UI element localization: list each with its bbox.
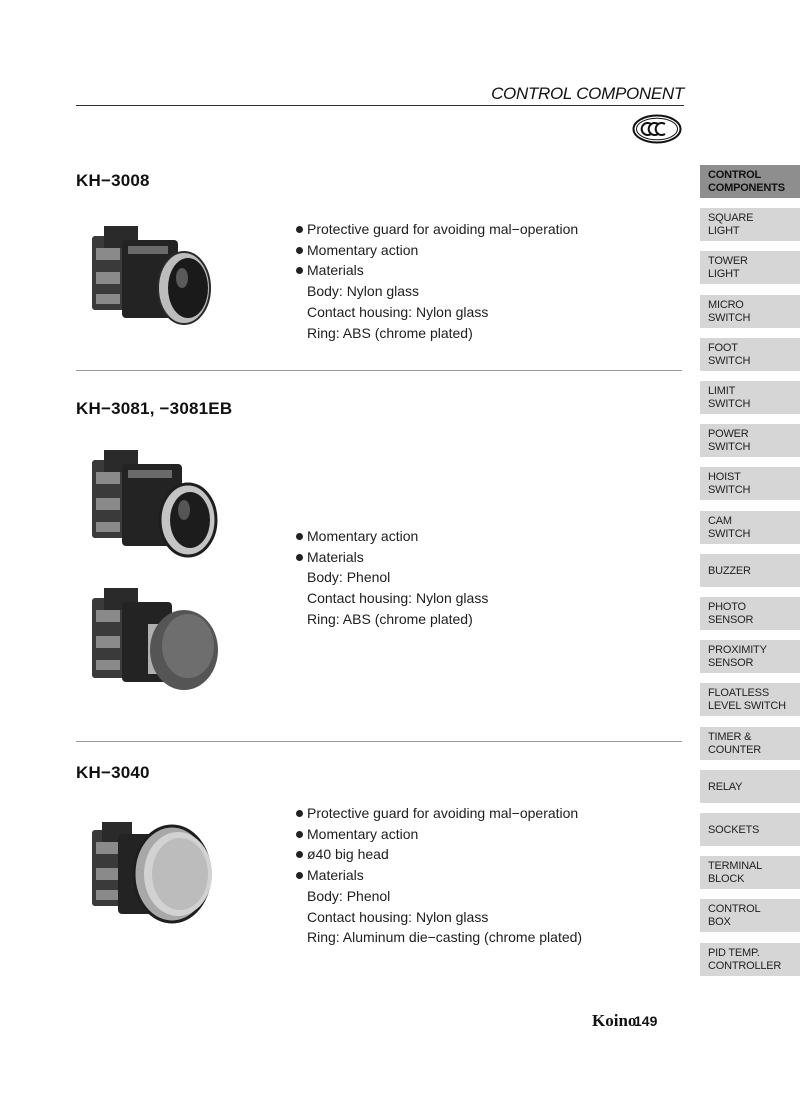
sidebar-item-sockets[interactable]: SOCKETS bbox=[700, 813, 800, 847]
sidebar-item-buzzer[interactable]: BUZZER bbox=[700, 554, 800, 588]
sidebar-item-terminal-block[interactable]: TERMINAL BLOCK bbox=[700, 856, 800, 890]
sidebar-item-tower-light[interactable]: TOWER LIGHT bbox=[700, 251, 800, 285]
section-divider bbox=[76, 741, 682, 742]
bullet-icon bbox=[296, 831, 303, 838]
material-detail: Ring: Aluminum die−casting (chrome plated) bbox=[307, 929, 583, 946]
feature-list-kh3008 bbox=[296, 219, 578, 343]
sidebar-item-foot-switch[interactable]: FOOT SWITCH bbox=[700, 338, 800, 372]
sidebar-item-square-light[interactable]: SQUARE LIGHT bbox=[700, 208, 800, 242]
pushbutton-kh3008-image bbox=[84, 218, 224, 333]
feature-item: Materials bbox=[296, 260, 578, 281]
sidebar-item-power-switch[interactable]: POWER SWITCH bbox=[700, 424, 800, 458]
section-divider bbox=[76, 370, 682, 371]
sidebar-item-floatless-level-switch[interactable]: FLOATLESS LEVEL SWITCH bbox=[700, 683, 800, 717]
bullet-icon bbox=[296, 872, 303, 879]
material-detail: Body: Phenol bbox=[307, 887, 391, 904]
feature-item: Momentary action bbox=[296, 240, 578, 261]
material-detail: Body: Nylon glass bbox=[307, 283, 420, 300]
bullet-icon bbox=[296, 533, 303, 540]
ccc-certification-icon bbox=[632, 114, 682, 144]
pushbutton-kh3081-image bbox=[84, 444, 224, 562]
material-detail: Contact housing: Nylon glass bbox=[307, 590, 489, 607]
sidebar-item-limit-switch[interactable]: LIMIT SWITCH bbox=[700, 381, 800, 415]
sidebar-item-photo-sensor[interactable]: PHOTO SENSOR bbox=[700, 597, 800, 631]
sidebar-item-cam-switch[interactable]: CAM SWITCH bbox=[700, 511, 800, 545]
feature-item: Materials bbox=[296, 547, 488, 568]
feature-item: ø40 big head bbox=[296, 844, 582, 865]
bullet-icon bbox=[296, 554, 303, 561]
material-detail: Ring: ABS (chrome plated) bbox=[307, 324, 473, 341]
product-title-kh3008: KH−3008 bbox=[76, 171, 150, 190]
product-title-kh3040: KH−3040 bbox=[76, 763, 150, 782]
sidebar-item-control-components[interactable]: CONTROL COMPONENTS bbox=[700, 165, 800, 199]
feature-list-kh3040 bbox=[296, 803, 582, 948]
sidebar-item-proximity-sensor[interactable]: PROXIMITY SENSOR bbox=[700, 640, 800, 674]
mushroom-pushbutton-kh3081eb-image bbox=[84, 584, 224, 702]
bullet-icon bbox=[296, 810, 303, 817]
header-divider bbox=[76, 105, 684, 106]
feature-item: Momentary action bbox=[296, 824, 582, 845]
sidebar-item-control-box[interactable]: CONTROL BOX bbox=[700, 899, 800, 933]
material-detail: Contact housing: Nylon glass bbox=[307, 303, 489, 320]
page-number: 149 bbox=[634, 1013, 658, 1029]
sidebar-item-relay[interactable]: RELAY bbox=[700, 770, 800, 804]
bullet-icon bbox=[296, 226, 303, 233]
sidebar-item-hoist-switch[interactable]: HOIST SWITCH bbox=[700, 467, 800, 501]
feature-item: Materials bbox=[296, 865, 582, 886]
sidebar-item-timer-counter[interactable]: TIMER & COUNTER bbox=[700, 727, 800, 761]
bullet-icon bbox=[296, 247, 303, 254]
product-title-kh3081: KH−3081, −3081EB bbox=[76, 399, 233, 418]
feature-item: Momentary action bbox=[296, 526, 488, 547]
bullet-icon bbox=[296, 851, 303, 858]
brand-logo: Koino bbox=[592, 1011, 637, 1030]
feature-item: Protective guard for avoiding mal−operation bbox=[296, 219, 578, 240]
feature-item: Protective guard for avoiding mal−operation bbox=[296, 803, 582, 824]
bullet-icon bbox=[296, 267, 303, 274]
material-detail: Contact housing: Nylon glass bbox=[307, 908, 489, 925]
sidebar-item-micro-switch[interactable]: MICRO SWITCH bbox=[700, 295, 800, 329]
sidebar-item-pid-temp-controller[interactable]: PID TEMP. CONTROLLER bbox=[700, 943, 800, 977]
material-detail: Body: Phenol bbox=[307, 569, 391, 586]
pushbutton-kh3040-image bbox=[84, 818, 224, 930]
feature-list-kh3081 bbox=[296, 526, 488, 630]
material-detail: Ring: ABS (chrome plated) bbox=[307, 610, 473, 627]
page-header-title: CONTROL COMPONENT bbox=[491, 84, 684, 103]
